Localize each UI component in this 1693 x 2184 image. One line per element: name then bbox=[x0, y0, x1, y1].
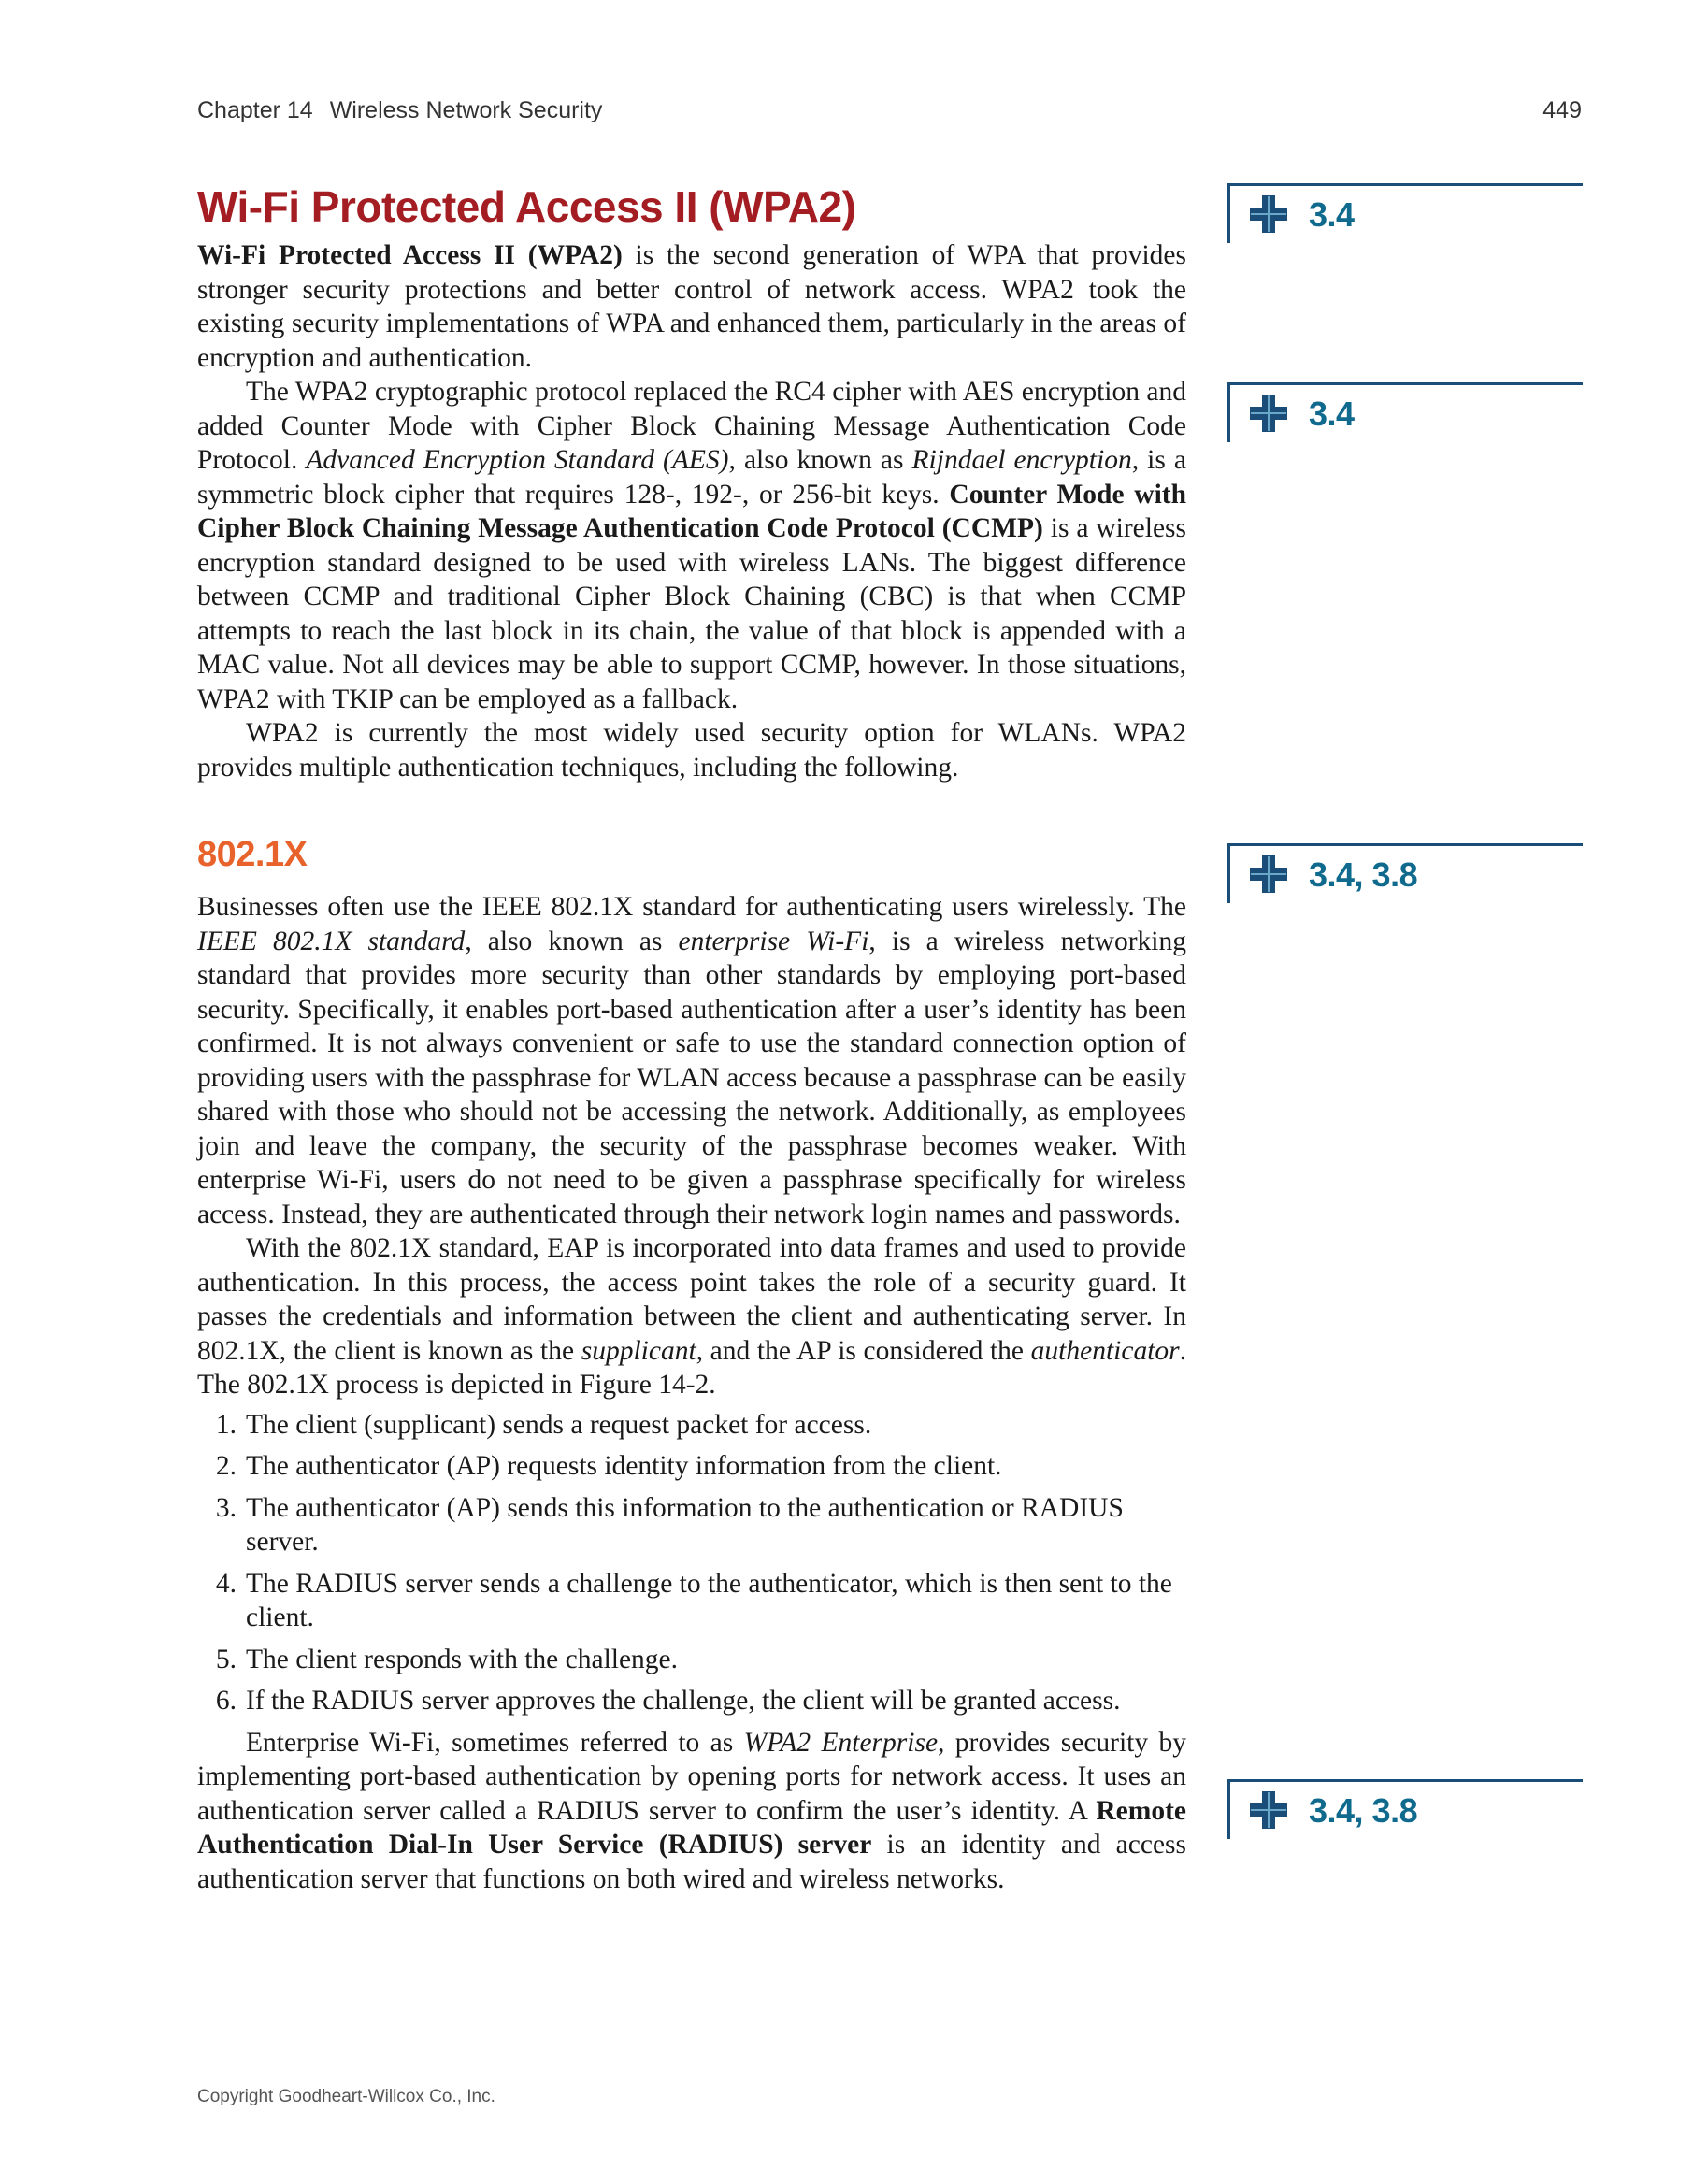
list-item-number: 1. bbox=[215, 1409, 237, 1440]
italic-term: Advanced Encryption Standard (AES) bbox=[306, 445, 729, 475]
list-item bbox=[197, 1643, 1186, 1677]
list-item bbox=[197, 1491, 1186, 1559]
list-item bbox=[197, 1567, 1186, 1635]
text-run: is a wireless encryption standard designed to be used with wireless LANs. The biggest difference between CCMP and traditional Cipher Block Chaining (CBC) is that when CCMP attempts to reach the last block in its chain, the value of that block is appended with a MAC value. Not all devices may be able to support CCMP, however. In those situations, WPA2 with TKIP can be employed as a fallback. bbox=[197, 513, 1187, 714]
section-heading-wpa2: Wi-Fi Protected Access II (WPA2) bbox=[197, 182, 856, 231]
list-item-number: 5. bbox=[215, 1644, 237, 1674]
objective-tag-label: 3.4 bbox=[1309, 195, 1355, 234]
paragraph bbox=[197, 238, 1186, 375]
paragraph bbox=[197, 716, 1186, 784]
paragraph bbox=[197, 1231, 1186, 1402]
italic-term: WPA2 Enterprise bbox=[743, 1727, 939, 1758]
italic-term: authenticator bbox=[1030, 1335, 1180, 1366]
paragraph bbox=[197, 1726, 1186, 1897]
process-steps-list bbox=[197, 1408, 1186, 1718]
bold-term: Wi-Fi Protected Access II (WPA2) bbox=[197, 240, 623, 270]
objective-cross-icon bbox=[1248, 194, 1289, 235]
list-item-text: The client (supplicant) sends a request packet for access. bbox=[246, 1409, 872, 1440]
text-run: Enterprise Wi-Fi, sometimes referred to as bbox=[246, 1727, 744, 1758]
text-run: Businesses often use the IEEE 802.1X standard for authenticating users wirelessly. The bbox=[197, 892, 1186, 922]
bold-term: Counter Mode with Cipher Block Chaining Message Authentication Code Protocol (CCMP) bbox=[197, 479, 1187, 543]
list-item-number: 3. bbox=[215, 1492, 237, 1523]
objective-cross-icon bbox=[1248, 393, 1289, 434]
list-item-number: 2. bbox=[215, 1451, 237, 1481]
objective-tag-label: 3.4, 3.8 bbox=[1309, 855, 1418, 894]
list-item-text: The RADIUS server sends a challenge to the authenticator, which is then sent to the client. bbox=[246, 1568, 1172, 1632]
objective-cross-icon bbox=[1248, 1789, 1289, 1831]
text-run: , also known as bbox=[728, 445, 912, 475]
list-item-text: If the RADIUS server approves the challenge, the client will be granted access. bbox=[246, 1686, 1121, 1716]
text-run: With the 802.1X standard, EAP is incorporated into data frames and used to provide authentication. In this process, the access point takes the role of a security guard. It passes the credentials and information between the client and authenticating server. In 802.1X, the client is known as the bbox=[197, 1233, 1186, 1366]
list-item-number: 6. bbox=[215, 1686, 237, 1716]
objective-tag bbox=[1227, 1779, 1583, 1839]
list-item-text: The authenticator (AP) requests identity information from the client. bbox=[246, 1451, 1002, 1481]
objective-tag-label: 3.4 bbox=[1309, 395, 1355, 433]
chapter-label bbox=[197, 97, 602, 124]
objective-tag bbox=[1227, 843, 1583, 903]
italic-term: enterprise Wi-Fi bbox=[678, 926, 869, 956]
text-run: , and the AP is considered the bbox=[696, 1335, 1031, 1366]
italic-term: Rijndael encryption bbox=[911, 445, 1132, 475]
section-8021x bbox=[197, 832, 1186, 1896]
objective-tag-label: 3.4, 3.8 bbox=[1309, 1791, 1418, 1830]
chapter-title: Wireless Network Security bbox=[329, 97, 603, 123]
page-number: 449 bbox=[1542, 97, 1582, 123]
chapter-number: Chapter 14 bbox=[197, 97, 313, 123]
copyright-footer: Copyright Goodheart-Willcox Co., Inc. bbox=[197, 2087, 495, 2106]
text-run: , is a wireless networking standard that provides more security than other standards by employing port-based security. Specifically, it enables port-based authentication after a user’s identity has been confirmed. It is not always convenient or safe to use the standard connection option of providing users with the passphrase for WLAN access because a passphrase can be easily shared with those who should not be accessing the network. Additionally, as employees join and leave the company, the security of the passphrase becomes weaker. With enterprise Wi-Fi, users do not need to be given a passphrase specifically for wireless access. Instead, they are authenticated through their network login names and passwords. bbox=[197, 926, 1186, 1229]
text-run: is the second generation of WPA that provides stronger security protections and better control of network access. WPA2 took the existing security implementations of WPA and enhanced them, particularly in the areas of encryption and authentication. bbox=[197, 240, 1186, 373]
italic-term: IEEE 802.1X standard bbox=[197, 926, 466, 956]
objective-tag bbox=[1227, 183, 1583, 243]
text-run: , is a symmetric block cipher that requires 128-, 192-, or 256-bit keys. bbox=[197, 445, 1186, 510]
list-item bbox=[197, 1684, 1186, 1718]
text-run: is an identity and access authentication server that functions on both wired and wireless networks. bbox=[197, 1830, 1187, 1894]
objective-cross-icon bbox=[1248, 854, 1289, 895]
section-wpa2 bbox=[197, 182, 1186, 784]
italic-term: supplicant bbox=[581, 1335, 696, 1366]
bold-term: Remote Authentication Dial-In User Service (RADIUS) server bbox=[197, 1795, 1186, 1860]
text-run: The WPA2 cryptographic protocol replaced the RC4 cipher with AES encryption and added Counter Mode with Cipher Block Chaining Message Authentication Code Protocol. bbox=[197, 377, 1186, 475]
section-heading-8021x: 802.1X bbox=[197, 835, 308, 874]
text-run: WPA2 is currently the most widely used security option for WLANs. WPA2 provides multiple authentication techniques, including the following. bbox=[197, 718, 1186, 783]
text-run: . The 802.1X process is depicted in Figure 14-2. bbox=[197, 1335, 1186, 1400]
objective-tag bbox=[1227, 382, 1583, 442]
paragraph bbox=[197, 375, 1186, 716]
text-run: , also known as bbox=[465, 926, 679, 956]
paragraph bbox=[197, 890, 1186, 1231]
list-item bbox=[197, 1449, 1186, 1484]
list-item-number: 4. bbox=[215, 1568, 237, 1599]
list-item-text: The client responds with the challenge. bbox=[246, 1644, 679, 1674]
running-head bbox=[197, 97, 1582, 124]
text-run: , provides security by implementing port-based authentication by opening ports for network access. It uses an authentication server called a RADIUS server to confirm the user’s identity. A bbox=[197, 1727, 1186, 1826]
list-item bbox=[197, 1408, 1186, 1443]
list-item-text: The authenticator (AP) sends this information to the authentication or RADIUS server. bbox=[246, 1492, 1124, 1557]
